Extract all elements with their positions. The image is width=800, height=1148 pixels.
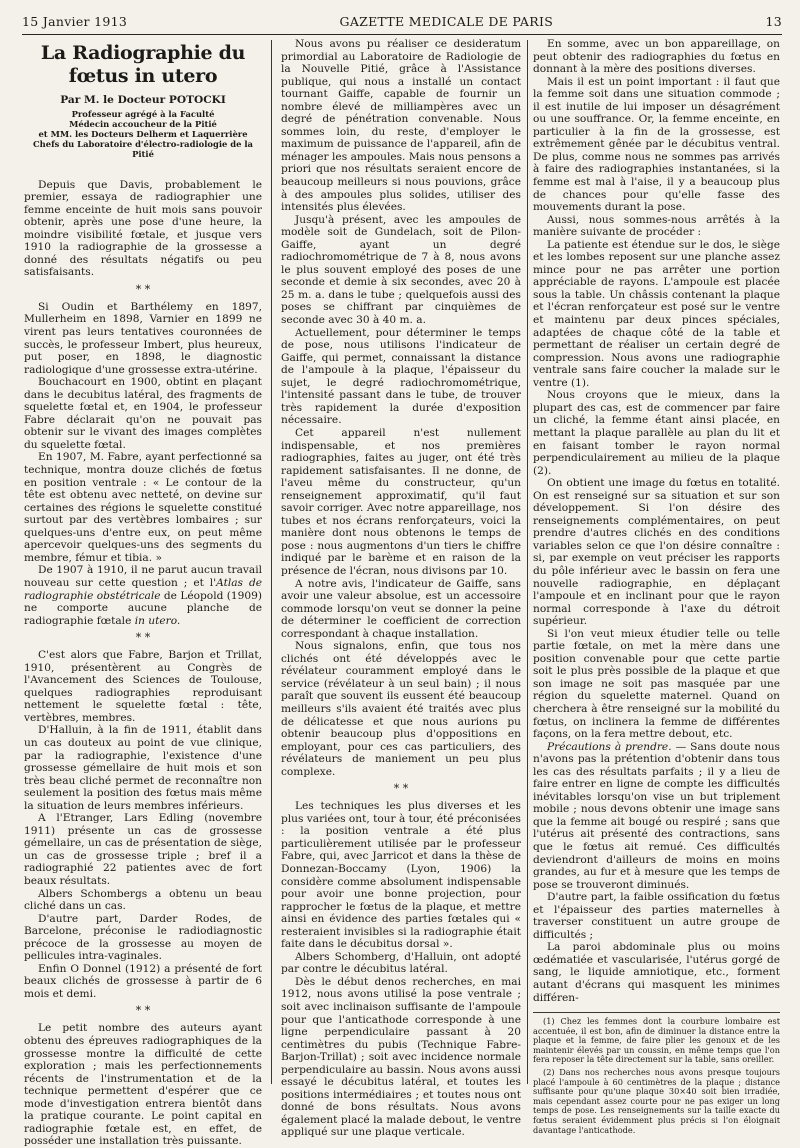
section-separator: * * xyxy=(393,782,409,796)
section-separator: * * xyxy=(135,282,151,296)
article-byline: Par M. le Docteur POTOCKI xyxy=(60,94,226,106)
paragraph: La patiente est étendue sur le dos, le siège et les lombes reposent sur une planche assez mince pour ne pas arrêter une portion appréciable de rayons. L'ampoule est placée sous la table. Un châssis contenant la plaque et l'écran renforçateur est posé sur le ventre et maintenu par deux pinces spéciales, adaptées de chaque côté de la table et permettant de réaliser un certain degré de compression. Nous avons une radiographie ventrale sans faire coucher la malade sur le ventre (1). xyxy=(533,238,780,389)
header-page-number: 13 xyxy=(765,13,782,29)
paragraph: Actuellement, pour déterminer le temps de pose, nous utilisons l'indicateur de Gaiffe, qui permet, connaissant la distance de l'ampoule à la plaque, l'épaisseur du sujet, le degré radiochromométrique, l'intensité passant dans le tube, de trouver très rapidement la durée d'exposition nécessaire. xyxy=(281,326,521,427)
footnote: (1) Chez les femmes dont la courbure lombaire est accentuée, il est bon, afin de diminuer la distance entre la plaque et la femme, de faire plier les genoux et de les maintenir élevés par un coussin, en même temps que l'on fera reposer la tête directement sur la table, sans oreiller. xyxy=(533,1016,780,1065)
affiliation-line: Médecin accoucheur de la Pitié xyxy=(69,118,217,129)
paragraph: A notre avis, l'indicateur de Gaiffe, sans avoir une valeur absolue, est un accessoire commode lorsqu'on veut se donner la peine de déterminer le coefficient de correction correspondant à chaque installation. xyxy=(281,577,521,640)
paragraph: D'autre part, Darder Rodes, de Barcelone, préconise le radiodiagnostic précoce de la grossesse au moyen de pellicules intra-vaginales. xyxy=(24,912,262,963)
section-separator: * * xyxy=(135,1004,151,1018)
affiliation-line: Professeur agrégé à la Faculté xyxy=(71,108,215,119)
paragraph: Albers Schomberg, d'Halluin, ont adopté par contre le décubitus latéral. xyxy=(281,950,521,976)
affiliation-line: et MM. les Docteurs Delherm et Laquerrière xyxy=(38,128,248,139)
article-title: La Radiographie du fœtus in utero xyxy=(40,42,246,87)
paragraph: Aussi, nous sommes-nous arrêtés à la manière suivante de procéder : xyxy=(533,213,780,239)
column-1 xyxy=(24,38,263,1148)
column-rule xyxy=(527,40,528,1084)
paragraph: La paroi abdominale plus ou moins œdématiée et vascularisée, l'utérus gorgé de sang, le liquide amniotique, etc., forment autant d'écrans qui masquent les minimes différen- xyxy=(533,941,780,1004)
paragraph: Enfin O Donnel (1912) a présenté de fort beaux clichés de grossesse à partir de 6 mois et demi. xyxy=(24,962,262,1000)
italic-run: Atlas de radiographie obstétricale xyxy=(24,576,263,602)
paragraph: Mais il est un point important : il faut que la femme soit dans une situation commode ; il est inutile de lui imposer un désagrément ou une souffrance. Or, la femme enceinte, en particulier à la fin de la grossesse, est extrêmement gênée par le décubitus ventral. De plus, comme nous ne sommes pas arrivés à faire des radiographies instantanées, si la femme est mal à l'aise, il y a beaucoup plus de chances pour qu'elle fasse des mouvements durant la pose. xyxy=(533,75,780,214)
paragraph: Le petit nombre des auteurs ayant obtenu des épreuves radiographiques de la grossesse montre la difficulté de cette exploration ; mais les perfectionnements récents de l'instrumentation et de la technique permettent d'espérer que ce mode d'investigation entrera bientôt dans la pratique courante. Le point capital en radiographie fœtale est, en effet, de posséder une installation très puissante. xyxy=(24,1022,262,1148)
affiliations xyxy=(24,109,262,159)
column-rule xyxy=(271,40,272,1084)
paragraph: Jusqu'à présent, avec les ampoules de modèle soit de Gundelach, soit de Pilon-Gaiffe, ayant un degré radiochromométrique de 7 à 8, nous avons le plus souvent employé des poses de une seconde et demie à six secondes, avec 20 à 25 m. a. dans le tube ; quelquefois aussi des poses se chiffrant par cinquièmes de seconde avec 30 à 40 m. a. xyxy=(281,213,521,327)
affiliation-line: Chefs du Laboratoire d'électro-radiologie de la Pitié xyxy=(33,138,253,159)
italic-run: in utero. xyxy=(134,614,181,627)
italic-run: Précautions à prendre. xyxy=(547,740,672,753)
paragraph: Nous croyons que le mieux, dans la plupart des cas, est de commencer par faire un cliché, la femme étant ainsi placée, en mettant la plaque parallèle au plan du lit et en faisant tomber le rayon normal perpendiculairement au milieu de la plaque (2). xyxy=(533,389,780,477)
running-header xyxy=(22,8,782,35)
text-run: De 1907 à 1910, il ne parut aucun travail nouveau sur cette question ; et l' xyxy=(24,564,262,589)
paragraph: Bouchacourt en 1900, obtint en plaçant dans le decubitus latéral, des fragments de squelette fœtal et, en 1904, le professeur Fabre déclarait qu'on ne pouvait pas obtenir sur le vivant des images complètes du squelette fœtal. xyxy=(24,376,262,451)
header-date: 15 Janvier 1913 xyxy=(22,13,128,29)
column-3 xyxy=(533,38,780,1135)
paragraph: On obtient une image du fœtus en totalité. On est renseigné sur sa situation et sur son développement. Si l'on désire des renseignements complémentaires, on peut prendre d'autres clichés en des conditions variables selon ce que l'on désire connaître : si, par exemple on veut préciser les rapports du pôle inférieur avec le bassin on fera une nouvelle radiographie, en déplaçant l'ampoule et en inclinant pour que le rayon normal corresponde à l'axe du détroit supérieur. xyxy=(533,477,780,628)
paragraph: Nous avons pu réaliser ce desideratum primordial au Laboratoire de Radiologie de la Nouvelle Pitié, grâce à l'Assistance publique, qui nous a installé un contact tournant Gaiffe, capable de fournir un nombre élevé de milliampères avec un degré de pénétration convenable. Nous sommes loin, du reste, d'employer le maximum de puissance de l'appareil, afin de ménager les ampoules. Mais nous pensons a priori que nos résultats seraient encore de beaucoup meilleurs si nous pouvions, grâce à des ampoules plus solides, utiliser des intensités plus élevées. xyxy=(281,38,521,214)
paragraph: Si Oudin et Barthélemy en 1897, Mullerheim en 1898, Varnier en 1899 ne virent pas leurs tentatives couronnées de succès, le professeur Imbert, plus heureux, put poser, en 1898, le diagnostic radiologique d'une grossesse extra-utérine. xyxy=(24,300,262,376)
paragraph: D'autre part, la faible ossification du fœtus et l'épaisseur des parties maternelles à traverser constituent un autre groupe de difficultés ; xyxy=(533,891,780,941)
text-run: de Léopold (1909) ne comporte aucune planche de radiographie fœtale xyxy=(24,589,262,627)
paragraph: A l'Etranger, Lars Edling (novembre 1911) présente un cas de grossesse gémellaire, un cas de présentation de siège, un cas de grossesse triple ; bref il a radiographié 22 patientes avec de fort beaux résultats. xyxy=(24,812,262,887)
paragraph xyxy=(24,564,262,627)
paragraph: D'Halluin, à la fin de 1911, établit dans un cas douteux au point de vue clinique, par la radiographie, l'existence d'une grossesse gémellaire de huit mois et son très beau cliché permet de reconnaître non seulement la position des fœtus mais même la situation de leurs membres inférieurs. xyxy=(24,724,262,812)
text-run: — Sans doute nous n'avons pas la prétention d'obtenir dans tous les cas des résultats parfaits ; il y a lieu de faire entrer en ligne de compte les difficultés inévitables lorsqu'on vise un but triplement mobile ; nous devons obtenir une image sans que la femme ait bougé ou respiré ; sans que l'utérus ait présenté des contractions, sans que le fœtus ait remué. Ces difficultés deviendront d'ailleurs de moins en moins grandes, au fur et à mesure que les temps de pose se trouveront diminués. xyxy=(533,740,780,891)
paragraph: Depuis que Davis, probablement le premier, essaya de radiographier une femme enceinte de huit mois sans pouvoir obtenir, après une pose d'une heure, la moindre visibilité fœtale, et jusque vers 1910 la radiographie de la grossesse a donné des résultats négatifs ou peu satisfaisants. xyxy=(24,178,262,279)
paragraph: C'est alors que Fabre, Barjon et Trillat, 1910, présentèrent au Congrès de l'Avancement des Sciences de Toulouse, quelques radiographies reproduisant nettement le squelette fœtal : tête, vertèbres, membres. xyxy=(24,649,262,724)
footnote: (2) Dans nos recherches nous avons presque toujours placé l'ampoule à 60 centimètres de la plaque ; distance suffisante pour qu'une plaque 30×40 soit bien irradiée, mais cependant assez courte pour ne pas exiger un long temps de pose. Les renseignements sur la taille exacte du fœtus seraient évidemment plus précis si l'on éloignait davantage l'anticathode. xyxy=(533,1067,780,1135)
paragraph: Dès le début denos recherches, en mai 1912, nous avons utilisé la pose ventrale ; soit avec inclinaison suffisante de l'ampoule pour que l'anticathode corresponde à une ligne perpendiculaire passant à 20 centimètres du pubis (Technique Fabre-Barjon-Trillat) ; soit avec incidence normale perpendiculaire au bassin. Nous avons aussi essayé le décubitus latéral, et toutes les positions intermédiaires ; et toutes nous ont donné de bons résultats. Nous avons également placé la malade debout, le ventre appliqué sur une plaque verticale. xyxy=(281,975,521,1139)
footnotes xyxy=(533,1012,780,1135)
paragraph: Les techniques les plus diverses et les plus variées ont, tour à tour, été préconisées : la position ventrale a été plus particulièrement utilisée par le professeur Fabre, qui, avec Jarricot et dans la thèse de Donnezan-Boccamy (Lyon, 1906) la considère comme absolument indispensable pour avoir une bonne projection, pour rapprocher le fœtus de la plaque, et mettre ainsi en évidence des parties fœtales qui « resteraient invisibles si la radiographie était faite dans le décubitus dorsal ». xyxy=(281,800,521,951)
header-journal: GAZETTE MEDICALE DE PARIS xyxy=(339,13,554,29)
section-separator: * * xyxy=(135,631,151,645)
paragraph: Cet appareil n'est nullement indispensable, et nos premières radiographies, faites au juger, ont été très rapidement satisfaisantes. Il ne donne, de l'aveu même du constructeur, qu'un renseignement approximatif, qu'il faut savoir corriger. Avec notre appareillage, nos tubes et nos écrans renforçateurs, voici la manière dont nous obtenons le temps de pose : nous augmentons d'un tiers le chiffre indiqué par le barème et en raison de la présence de l'écran, nous divisons par 10. xyxy=(281,426,521,577)
column-2 xyxy=(281,38,521,1139)
paragraph: En 1907, M. Fabre, ayant perfectionné sa technique, montra douze clichés de fœtus en position ventrale : « Le contour de la tête est obtenu avec netteté, on devine sur certaines des régions le squelette constitué surtout par des vertèbres lombaires ; sur quelques-uns d'entre eux, on peut même apercevoir quelques-uns des segments du membre, fémur et tibia. » xyxy=(24,451,262,564)
paragraph: Albers Schombergs a obtenu un beau cliché dans un cas. xyxy=(24,887,262,913)
paragraph: Si l'on veut mieux étudier telle ou telle partie fœtale, on met la mère dans une position convenable pour que cette partie soit le plus près possible de la plaque et que son image ne soit pas masquée par une région du squelette maternel. Quand on cherchera à être renseigné sur la mobilité du fœtus, on inclinera la femme de différentes façons, on la fera mettre debout, etc. xyxy=(533,627,780,741)
paragraph: En somme, avec un bon appareillage, on peut obtenir des radiographies du fœtus en donnant à la mère des positions diverses. xyxy=(533,38,780,76)
paragraph xyxy=(533,741,780,892)
paragraph: Nous signalons, enfin, que tous nos clichés ont été développés avec le révélateur couramment employé dans le service (révélateur à un seul bain) ; il nous paraît que souvent ils eussent été beaucoup meilleurs s'ils avaient été traités avec plus de délicatesse et que nous aurions pu obtenir beaucoup plus d'oppositions en employant, pour ces cas particuliers, des révélateurs de maniement un peu plus complexe. xyxy=(281,640,521,778)
